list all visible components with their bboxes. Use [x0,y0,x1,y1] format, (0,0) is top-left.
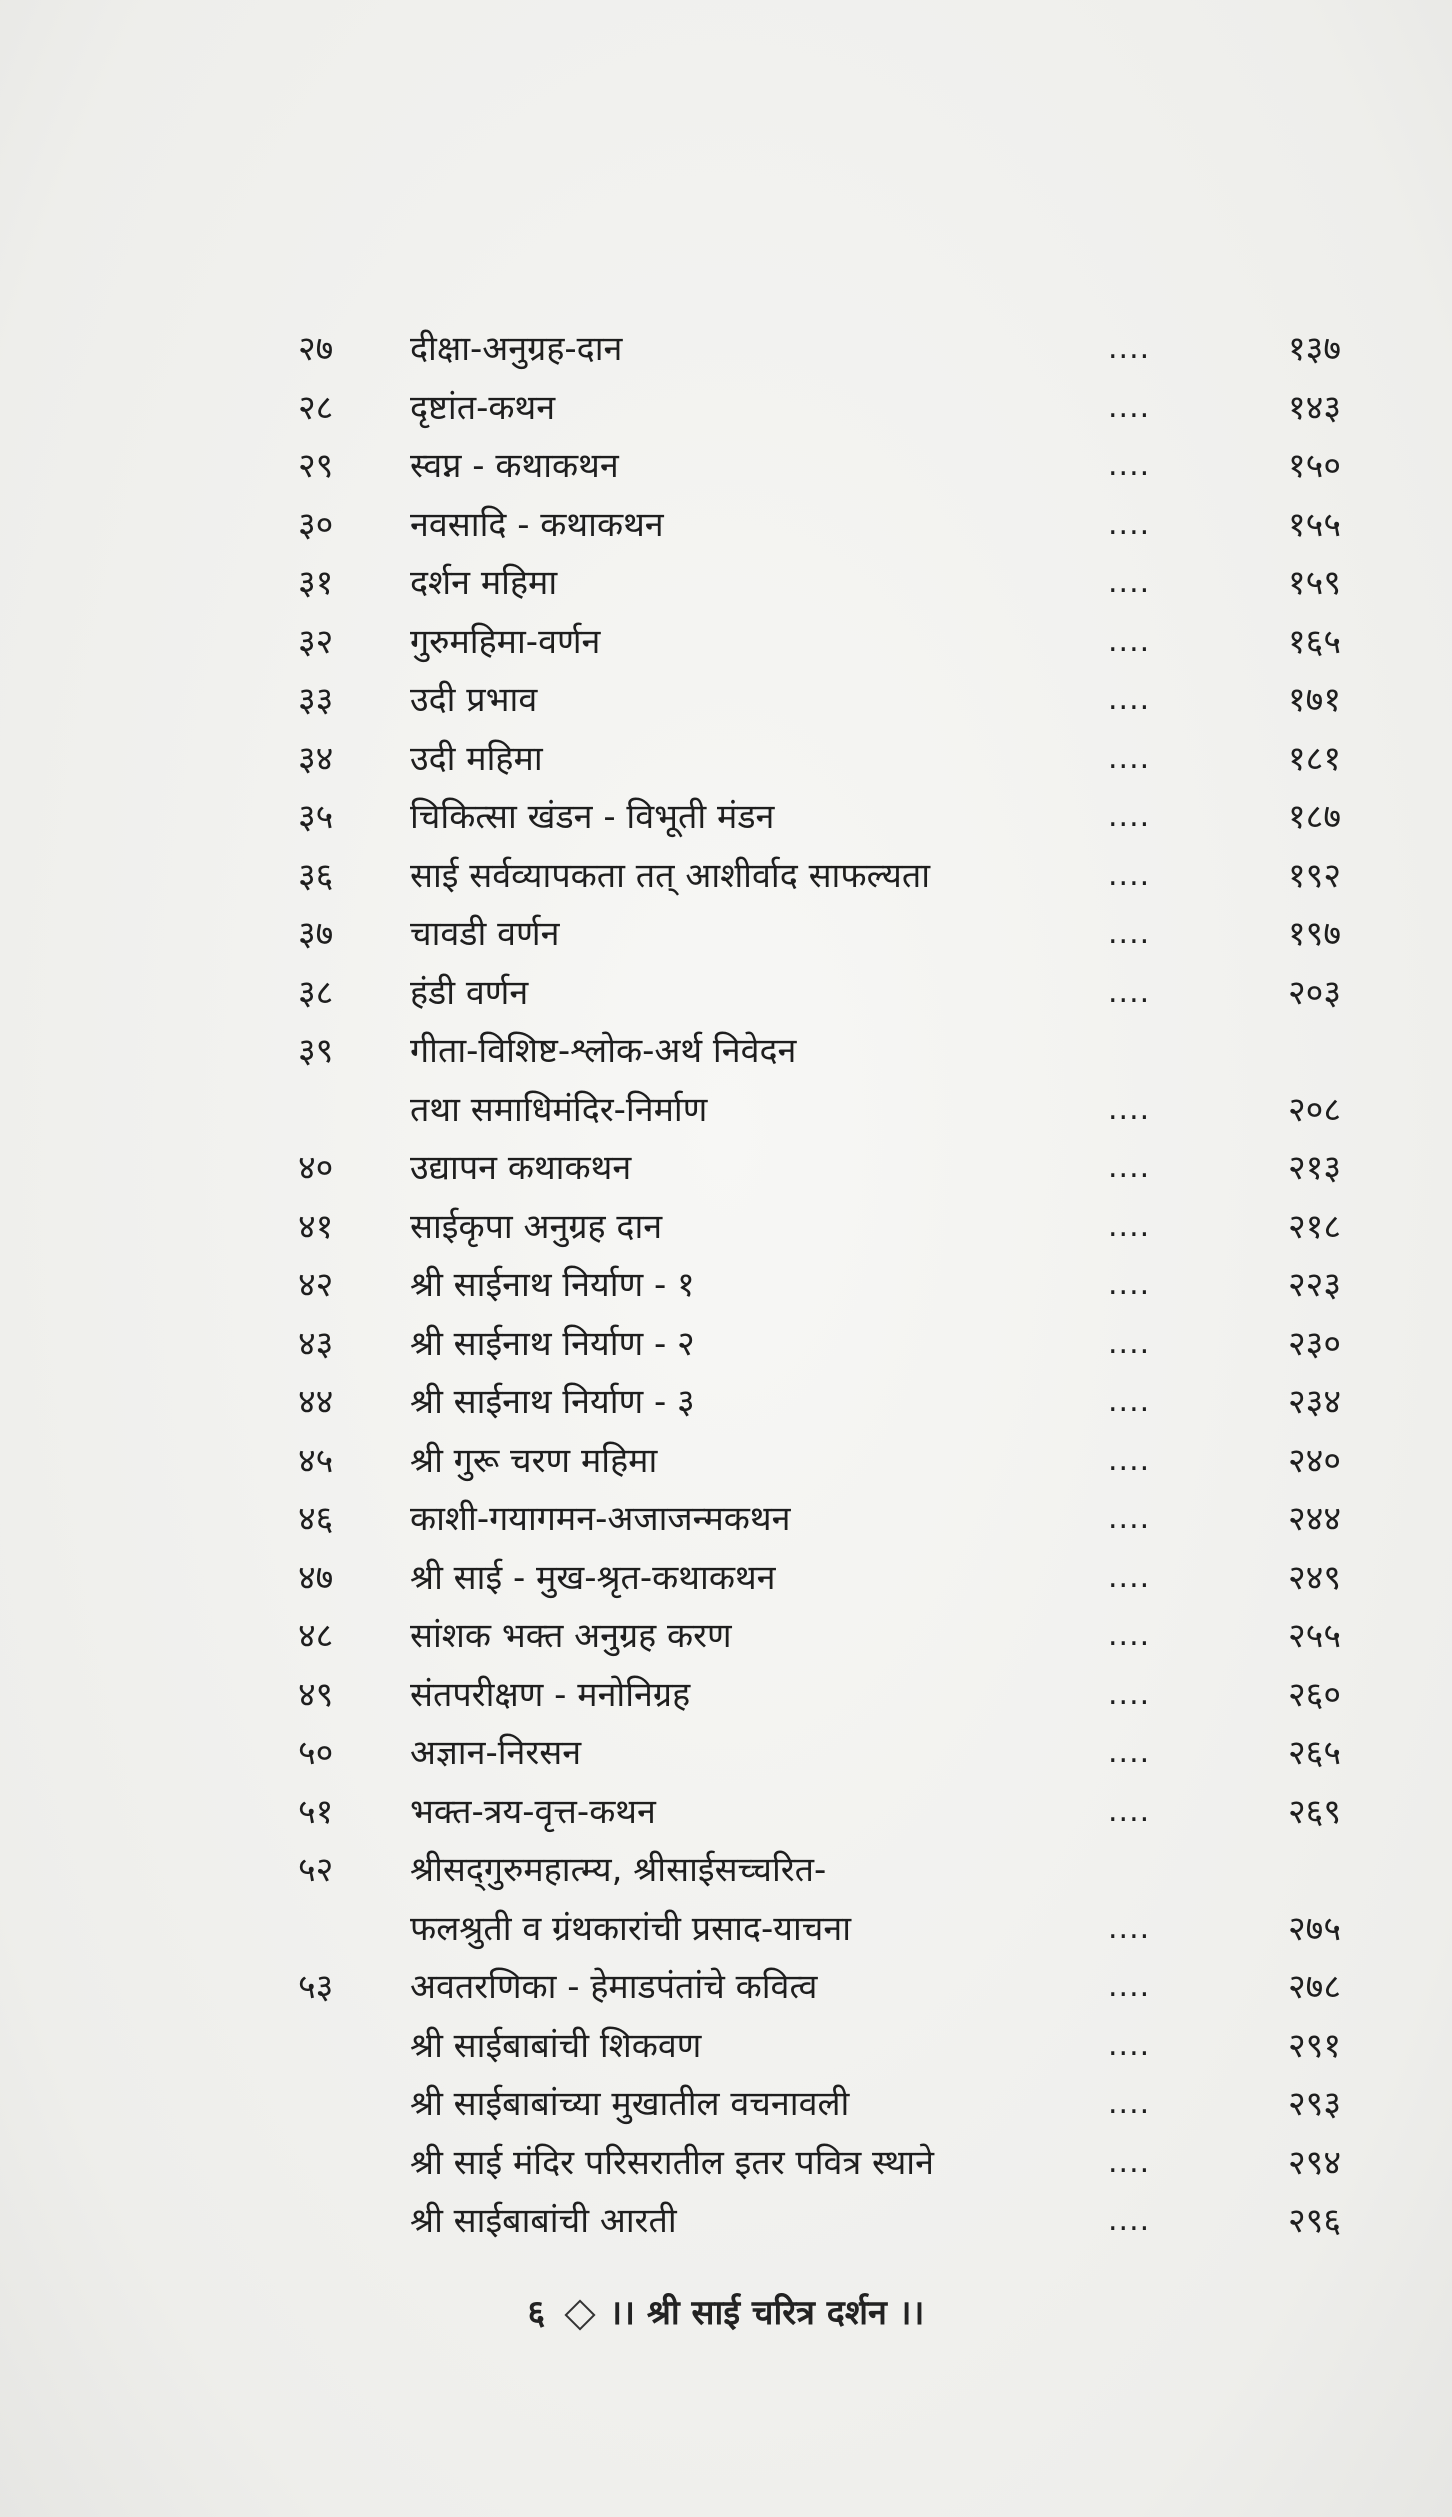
leader-dots: .... [1108,1267,1151,1302]
chapter-number: २९ [298,446,334,486]
chapter-title: दृष्टांत-कथन [410,387,556,428]
chapter-number: ४६ [298,1499,334,1539]
page-number: २४० [1288,1440,1342,1481]
toc-row [0,1549,1452,1608]
chapter-number: ३२ [298,621,334,662]
page-number: २४४ [1288,1499,1342,1539]
chapter-number: ५० [298,1733,334,1773]
chapter-number: ५३ [298,1967,334,2007]
footer-book-title: ।। श्री साई चरित्र दर्शन ।। [609,2293,925,2333]
leader-dots: .... [1108,1208,1151,1244]
toc-row [0,1139,1452,1198]
toc-row [0,1022,1452,1081]
chapter-number: ३७ [298,914,334,954]
page-number: २०३ [1288,972,1342,1013]
leader-dots: .... [1108,857,1151,893]
page-number: १८७ [1288,797,1342,837]
chapter-title: श्री साईनाथ निर्याण - २ [410,1323,695,1364]
toc-row [0,1373,1452,1432]
chapter-number: ३४ [298,738,334,779]
page-footer [0,2288,1452,2334]
leader-dots: .... [1108,799,1151,834]
page-number: २३० [1288,1323,1342,1364]
chapter-number: २७ [298,329,334,369]
leader-dots: .... [1108,1091,1151,1127]
chapter-title: उदी महिमा [410,738,543,779]
chapter-title: श्री साईनाथ निर्याण - ३ [410,1382,695,1422]
chapter-title: श्री साईनाथ निर्याण - १ [410,1265,695,1305]
chapter-title: काशी-गयागमन-अजाजन्मकथन [410,1499,791,1539]
page-number: २६९ [1288,1791,1342,1832]
page-number: १४३ [1288,387,1342,428]
chapter-number: ५१ [298,1791,334,1832]
leader-dots: .... [1108,2086,1151,2121]
leader-dots: .... [1108,1384,1151,1419]
page-number: २६० [1288,1674,1342,1715]
toc-row [0,379,1452,438]
toc-row [0,1256,1452,1315]
page-number: २२३ [1288,1265,1342,1305]
page-number: २४९ [1288,1557,1342,1598]
chapter-title: श्री साई - मुख-श्रृत-कथाकथन [410,1557,776,1598]
toc-row [0,2134,1452,2193]
toc-row [0,1900,1452,1959]
toc-row [0,1607,1452,1666]
toc-row [0,1315,1452,1374]
page-number: २७५ [1288,1908,1342,1949]
chapter-title: सांशक भक्त अनुग्रह करण [410,1616,732,1656]
toc-row [0,1666,1452,1725]
toc-row [0,1432,1452,1491]
toc-row [0,437,1452,496]
chapter-number: ३० [298,504,334,545]
chapter-title: संतपरीक्षण - मनोनिग्रह [410,1674,691,1715]
chapter-title: श्री साईबाबांची आरती [410,2201,677,2241]
leader-dots: .... [1108,2144,1151,2180]
chapter-number: ४५ [298,1440,334,1481]
chapter-number: ३१ [298,563,334,603]
page-number: २९६ [1288,2201,1342,2241]
leader-dots: .... [1108,1501,1151,1536]
chapter-title: उदी प्रभाव [410,680,538,720]
chapter-title: दीक्षा-अनुग्रह-दान [410,329,623,369]
chapter-title: फलश्रुती व ग्रंथकारांची प्रसाद-याचना [410,1908,852,1949]
leader-dots: .... [1108,1150,1151,1185]
leader-dots: .... [1108,1969,1151,2004]
page-number: १७१ [1288,680,1342,720]
page-number: २६५ [1288,1733,1342,1773]
chapter-number: ३९ [298,1031,334,1071]
chapter-title: अज्ञान-निरसन [410,1733,582,1773]
leader-dots: .... [1108,740,1151,776]
toc-row [0,1081,1452,1140]
leader-dots: .... [1108,682,1151,717]
chapter-number: ३५ [298,797,334,837]
chapter-title: श्रीसद्‌गुरुमहात्म्य, श्रीसाईसच्चरित- [410,1850,827,1890]
page-number: १९२ [1288,855,1342,896]
chapter-number: ४३ [298,1323,334,1364]
toc-row [0,905,1452,964]
chapter-number: ४२ [298,1265,334,1305]
chapter-number: ४८ [298,1616,334,1656]
leader-dots: .... [1108,1735,1151,1770]
chapter-number: ३६ [298,855,334,896]
chapter-title: दर्शन महिमा [410,563,558,603]
chapter-number: ५२ [298,1850,334,1890]
leader-dots: .... [1108,1559,1151,1595]
toc-row [0,554,1452,613]
chapter-number: ४९ [298,1674,334,1715]
page-number: २१३ [1288,1148,1342,1188]
page-number: २१८ [1288,1206,1342,1247]
leader-dots: .... [1108,916,1151,951]
leader-dots: .... [1108,331,1151,366]
page-number: १३७ [1288,329,1342,369]
toc-row [0,964,1452,1023]
chapter-number: ४४ [298,1382,334,1422]
chapter-number: २८ [298,387,334,428]
footer-page-number: ६ [527,2293,546,2333]
leader-dots: .... [1108,974,1151,1010]
chapter-title: साईकृपा अनुग्रह दान [410,1206,663,1247]
toc-row [0,2017,1452,2076]
toc-row [0,1490,1452,1549]
toc-row [0,1724,1452,1783]
chapter-title: हंडी वर्णन [410,972,529,1013]
page-number: १८१ [1288,738,1342,779]
chapter-title: गुरुमहिमा-वर्णन [410,621,601,662]
toc-row [0,671,1452,730]
page-number: २७८ [1288,1967,1342,2007]
toc-row [0,847,1452,906]
page-number: २३४ [1288,1382,1342,1422]
chapter-title: चिकित्सा खंडन - विभूती मंडन [410,797,775,837]
leader-dots: .... [1108,2027,1151,2063]
leader-dots: .... [1108,448,1151,483]
toc-row [0,1958,1452,2017]
chapter-title: श्री साईबाबांच्या मुखातील वचनावली [410,2084,850,2124]
page-number: २०८ [1288,1089,1342,1130]
chapter-number: ४१ [298,1206,334,1247]
page-number: २९३ [1288,2084,1342,2124]
leader-dots: .... [1108,506,1151,542]
toc-row [0,2075,1452,2134]
diamond-ornament-icon [565,2299,596,2330]
table-of-contents [0,320,1452,2251]
chapter-title: श्री साईबाबांची शिकवण [410,2025,702,2066]
toc-row [0,613,1452,672]
chapter-title: तथा समाधिमंदिर-निर्माण [410,1089,708,1130]
chapter-title: श्री गुरू चरण महिमा [410,1440,658,1481]
page-number: २९१ [1288,2025,1342,2066]
page-number: १६५ [1288,621,1342,662]
chapter-title: अवतरणिका - हेमाडपंतांचे कवित्व [410,1967,818,2007]
chapter-title: नवसादि - कथाकथन [410,504,664,545]
page-number: २५५ [1288,1616,1342,1656]
chapter-title: चावडी वर्णन [410,914,560,954]
chapter-title: गीता-विशिष्ट-श्लोक-अर्थ निवेदन [410,1031,797,1071]
chapter-number: ३३ [298,680,334,720]
chapter-title: साई सर्वव्यापकता तत् आशीर्वाद साफल्यता [410,855,931,896]
toc-row [0,788,1452,847]
chapter-number: ३८ [298,972,334,1013]
leader-dots: .... [1108,565,1151,600]
chapter-title: स्वप्न - कथाकथन [410,446,619,486]
leader-dots: .... [1108,1618,1151,1653]
toc-row [0,730,1452,789]
leader-dots: .... [1108,1325,1151,1361]
toc-row [0,1841,1452,1900]
page-number: २९४ [1288,2142,1342,2183]
toc-row [0,2192,1452,2251]
toc-row [0,1783,1452,1842]
page-number: १५९ [1288,563,1342,603]
leader-dots: .... [1108,623,1151,659]
toc-row [0,496,1452,555]
page-number: १९७ [1288,914,1342,954]
page-number: १५० [1288,446,1342,486]
leader-dots: .... [1108,2203,1151,2238]
leader-dots: .... [1108,389,1151,425]
chapter-title: भक्त-त्रय-वृत्त-कथन [410,1791,656,1832]
chapter-number: ४० [298,1148,334,1188]
leader-dots: .... [1108,1793,1151,1829]
leader-dots: .... [1108,1676,1151,1712]
toc-row [0,320,1452,379]
chapter-number: ४७ [298,1557,334,1598]
leader-dots: .... [1108,1442,1151,1478]
chapter-title: उद्यापन कथाकथन [410,1148,632,1188]
leader-dots: .... [1108,1910,1151,1946]
chapter-title: श्री साई मंदिर परिसरातील इतर पवित्र स्थाने [410,2142,934,2183]
page-number: १५५ [1288,504,1342,545]
toc-row [0,1198,1452,1257]
